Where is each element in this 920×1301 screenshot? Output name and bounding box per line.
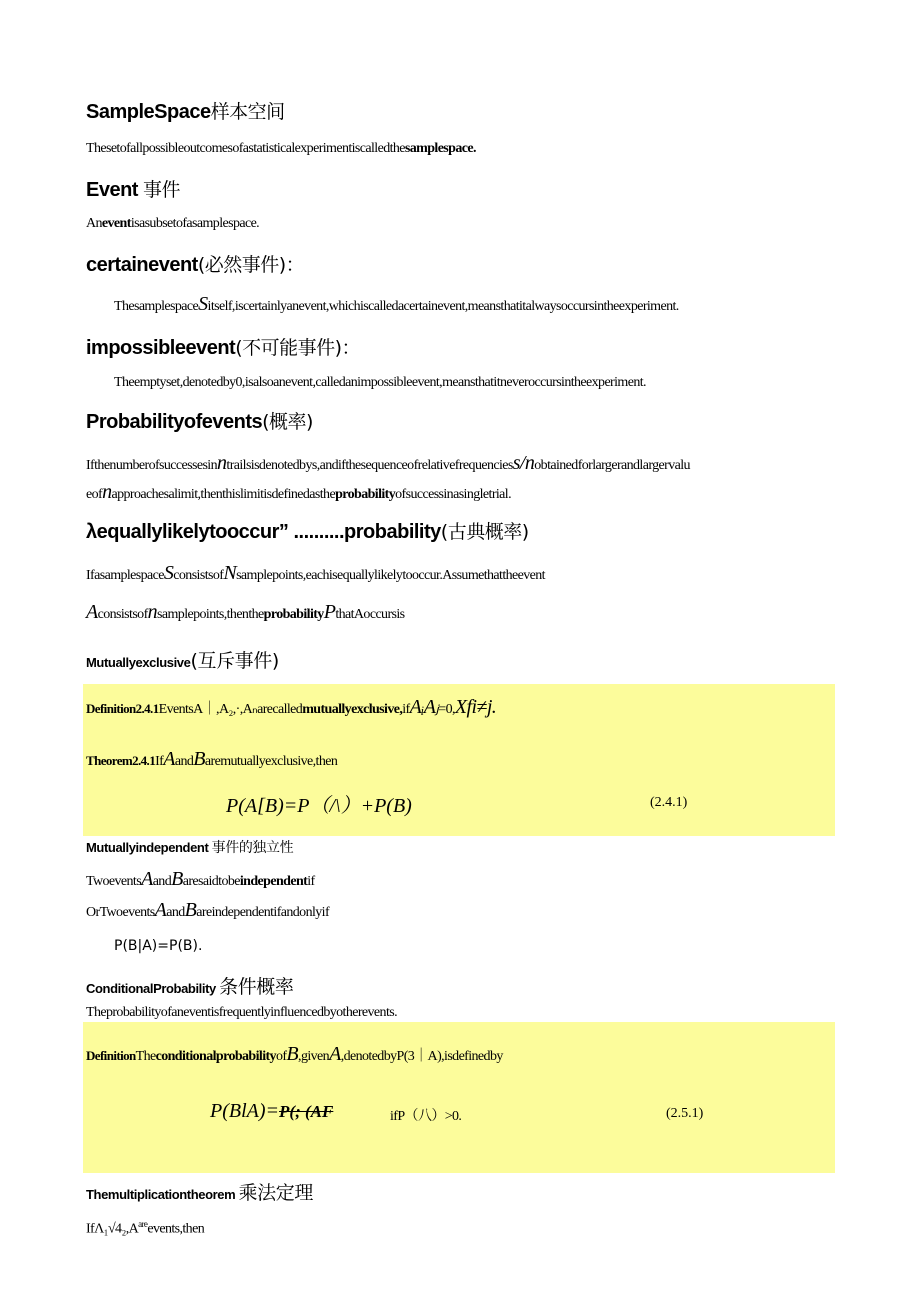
- definition-2-4-1: Definition2.4.1EventsA｜,A₂,·,Aₙarecalledmutuallyexclusive,ifAᵢAⱼ=0,Xfi≠j.: [86, 696, 497, 718]
- probability-definition-line-2: eofnapproachesalimit,thenthislimitisdefinedastheprobabilityofsuccessinasingletrial.: [86, 481, 511, 503]
- classical-probability-line-2: Aconsistsofnsamplepoints,thentheprobabilityPthatAoccursis: [86, 601, 405, 623]
- theorem-2-4-1: Theorem2.4.1IfAandBaremutuallyexclusive,then: [86, 748, 338, 770]
- formula-condition: ifP（八）>0.: [390, 1109, 462, 1124]
- heading-conditional-probability: ConditionalProbability 条件概率: [86, 976, 294, 998]
- sample-space-definition: Thesetofallpossibleoutcomesofastatisticalexperimentiscalledthesamplespace.: [86, 141, 476, 156]
- heading-classical-probability: λequallylikelytooccur” ..........probability(古典概率): [86, 521, 529, 543]
- independent-formula: P(B|A)=P(B).: [114, 938, 203, 954]
- independent-definition-line-1: TwoeventsAandBaresaidtobeindependentif: [86, 868, 315, 890]
- formula-2-5-1: P(BlA)=P(; (AF: [210, 1100, 334, 1122]
- heading-multiplication-theorem: Themultiplicationtheorem 乘法定理: [86, 1182, 313, 1204]
- heading-mutually-independent: Mutuallyindependent 事件的独立性: [86, 840, 294, 856]
- classical-probability-line-1: IfasamplespaceSconsistsofNsamplepoints,eachisequallylikelytooccur.Assumethattheevent: [86, 562, 545, 584]
- multiplication-text: $If\Lambda_1√4_2,A^{are}events,then$: [86, 1219, 205, 1237]
- event-definition: Aneventisasubsetofasamplespace.: [86, 216, 260, 231]
- heading-mutually-exclusive: Mutuallyexclusive(互斥事件): [86, 650, 279, 672]
- probability-definition-line-1: Ifthenumberofsuccessesinntrailsisdenotedbys,andifthesequenceofrelativefrequenciess/nobtainedforlargerandlargervalu: [86, 452, 690, 474]
- heading-certain-event: certainevent(必然事件)：: [86, 254, 305, 276]
- conditional-intro: Theprobabilityofaneventisfrequentlyinfluencedbyotherevents.: [86, 1005, 397, 1020]
- conditional-definition: DefinitionTheconditionalprobabilityofB,givenA,denotedbyP(3｜A),isdefinedby: [86, 1043, 503, 1065]
- heading-sample-space: SampleSpace样本空间: [86, 101, 285, 123]
- impossible-event-definition: Theemptyset,denotedby0,isalsoanevent,calledanimpossibleevent,meansthatitneveroccursintheexperiment.: [114, 375, 646, 390]
- formula-number-2-5-1: (2.5.1): [666, 1106, 704, 1121]
- independent-definition-line-2: OrTwoeventsAandBareindependentifandonlyif: [86, 899, 330, 921]
- certain-event-definition: ThesamplespaceSitself,iscertainlyanevent,whichiscalledacertainevent,meansthatitalwaysoccursintheexperiment.: [114, 293, 679, 315]
- heading-impossible-event: impossibleevent(不可能事件)：: [86, 337, 361, 359]
- heading-probability-of-events: Probabilityofevents(概率): [86, 411, 313, 433]
- heading-event: Event 事件: [86, 179, 181, 201]
- formula-2-4-1: P(A[B)=P（/\）+P(B): [226, 795, 412, 817]
- formula-number-2-4-1: (2.4.1): [650, 795, 688, 810]
